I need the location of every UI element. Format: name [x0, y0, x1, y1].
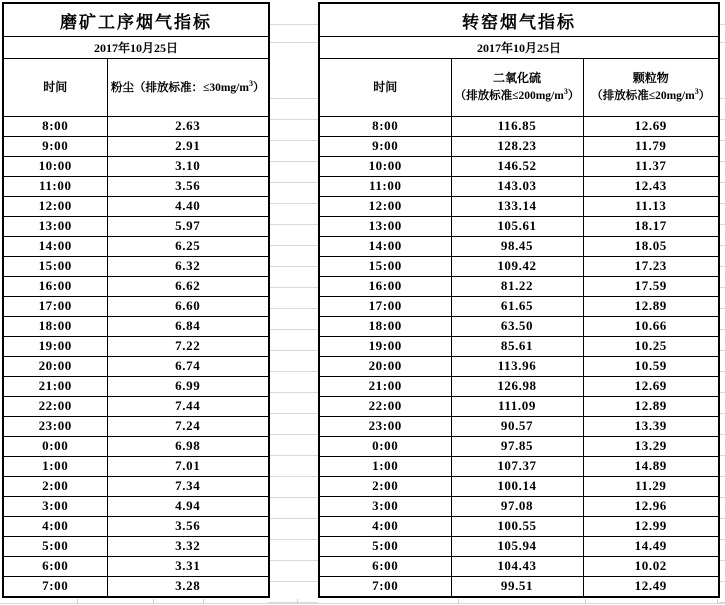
pm-value-cell: 13.29	[583, 436, 719, 456]
dust-value-cell: 2.63	[107, 117, 269, 137]
table-date: 2017年10月25日	[3, 37, 269, 59]
so2-value-cell: 97.08	[451, 496, 583, 516]
table-row	[319, 556, 719, 576]
pm-value-cell: 17.59	[583, 276, 719, 296]
dust-value-cell: 2.91	[107, 136, 269, 156]
table-row	[319, 117, 719, 137]
table-row	[319, 196, 719, 216]
time-cell: 21:00	[319, 376, 451, 396]
dust-value-cell: 7.34	[107, 476, 269, 496]
col-header-time: 时间	[319, 59, 451, 117]
table-row	[319, 376, 719, 396]
excel-gridlines-bottom	[0, 599, 725, 605]
table-row	[319, 316, 719, 336]
dust-value-cell: 6.62	[107, 276, 269, 296]
dust-value-cell: 6.25	[107, 236, 269, 256]
pm-value-cell: 12.49	[583, 576, 719, 597]
so2-value-cell: 133.14	[451, 196, 583, 216]
table-row	[3, 216, 269, 236]
pm-value-cell: 10.59	[583, 356, 719, 376]
time-cell: 6:00	[319, 556, 451, 576]
pm-header-name: 颗粒物	[632, 71, 669, 86]
table-row	[3, 256, 269, 276]
kiln-table-body	[319, 117, 719, 598]
time-cell: 19:00	[3, 336, 107, 356]
so2-value-cell: 61.65	[451, 296, 583, 316]
table-row	[3, 176, 269, 196]
table-row	[319, 276, 719, 296]
time-cell: 10:00	[3, 156, 107, 176]
pm-value-cell: 12.43	[583, 176, 719, 196]
col-header-so2	[451, 59, 583, 117]
so2-value-cell: 98.45	[451, 236, 583, 256]
time-cell: 21:00	[3, 376, 107, 396]
time-cell: 0:00	[319, 436, 451, 456]
time-cell: 3:00	[3, 496, 107, 516]
so2-value-cell: 143.03	[451, 176, 583, 196]
table-row	[319, 576, 719, 597]
pm-value-cell: 12.99	[583, 516, 719, 536]
date-row	[3, 37, 269, 59]
so2-header-text: （排放标准≤200mg/m	[454, 90, 564, 103]
so2-value-cell: 105.94	[451, 536, 583, 556]
table-row	[3, 316, 269, 336]
dust-value-cell: 3.10	[107, 156, 269, 176]
header-row	[319, 59, 719, 117]
col-header-dust	[107, 59, 269, 117]
title-row	[3, 3, 269, 37]
col-header-pm	[583, 59, 719, 117]
so2-value-cell: 105.61	[451, 216, 583, 236]
so2-value-cell: 107.37	[451, 456, 583, 476]
dust-value-cell: 3.32	[107, 536, 269, 556]
time-cell: 9:00	[319, 136, 451, 156]
dust-value-cell: 7.22	[107, 336, 269, 356]
table-row	[319, 296, 719, 316]
time-cell: 23:00	[3, 416, 107, 436]
so2-value-cell: 109.42	[451, 256, 583, 276]
time-cell: 15:00	[319, 256, 451, 276]
so2-value-cell: 81.22	[451, 276, 583, 296]
so2-value-cell: 146.52	[451, 156, 583, 176]
table-row	[319, 176, 719, 196]
so2-value-cell: 126.98	[451, 376, 583, 396]
so2-value-cell: 63.50	[451, 316, 583, 336]
table-row	[319, 436, 719, 456]
time-cell: 22:00	[319, 396, 451, 416]
pm-value-cell: 11.13	[583, 196, 719, 216]
time-cell: 4:00	[319, 516, 451, 536]
so2-value-cell: 99.51	[451, 576, 583, 597]
table-date: 2017年10月25日	[319, 37, 719, 59]
time-cell: 10:00	[319, 156, 451, 176]
table-row	[3, 156, 269, 176]
table-row	[3, 536, 269, 556]
table-row	[3, 276, 269, 296]
time-cell: 14:00	[3, 236, 107, 256]
table-row	[319, 216, 719, 236]
date-row	[319, 37, 719, 59]
time-cell: 1:00	[319, 456, 451, 476]
table-row	[319, 156, 719, 176]
time-cell: 6:00	[3, 556, 107, 576]
time-cell: 19:00	[319, 336, 451, 356]
table-row	[319, 536, 719, 556]
pm-value-cell: 10.02	[583, 556, 719, 576]
time-cell: 2:00	[319, 476, 451, 496]
table-row	[319, 336, 719, 356]
dust-value-cell: 3.56	[107, 176, 269, 196]
table-row	[3, 496, 269, 516]
pm-header-close: ）	[698, 90, 711, 103]
excel-gridlines-gap	[268, 0, 318, 605]
time-cell: 16:00	[319, 276, 451, 296]
pm-value-cell: 13.39	[583, 416, 719, 436]
dust-header-close: ）	[252, 81, 265, 94]
so2-value-cell: 128.23	[451, 136, 583, 156]
pm-header-text: （排放标准≤20mg/m	[591, 90, 695, 103]
so2-value-cell: 90.57	[451, 416, 583, 436]
table-row	[3, 117, 269, 137]
time-cell: 3:00	[319, 496, 451, 516]
pm-value-cell: 12.69	[583, 376, 719, 396]
table-row	[3, 356, 269, 376]
pm-value-cell: 14.49	[583, 536, 719, 556]
table-row	[3, 516, 269, 536]
dust-value-cell: 6.99	[107, 376, 269, 396]
table-title: 转窑烟气指标	[319, 3, 719, 37]
pm-value-cell: 11.79	[583, 136, 719, 156]
table-row	[319, 456, 719, 476]
title-row	[319, 3, 719, 37]
so2-header-name: 二氧化硫	[492, 71, 541, 86]
table-row	[319, 256, 719, 276]
dust-value-cell: 6.84	[107, 316, 269, 336]
so2-value-cell: 104.43	[451, 556, 583, 576]
so2-value-cell: 100.55	[451, 516, 583, 536]
so2-value-cell: 116.85	[451, 117, 583, 137]
so2-header-close: ）	[567, 90, 580, 103]
table-row	[3, 136, 269, 156]
pm-value-cell: 18.05	[583, 236, 719, 256]
grinding-table	[2, 2, 270, 598]
table-row	[3, 376, 269, 396]
table-row	[3, 476, 269, 496]
table-row	[319, 396, 719, 416]
time-cell: 8:00	[319, 117, 451, 137]
dust-value-cell: 7.24	[107, 416, 269, 436]
table-row	[3, 396, 269, 416]
time-cell: 15:00	[3, 256, 107, 276]
table-row	[3, 196, 269, 216]
dust-value-cell: 6.98	[107, 436, 269, 456]
time-cell: 18:00	[3, 316, 107, 336]
so2-value-cell: 100.14	[451, 476, 583, 496]
table-row	[3, 576, 269, 597]
pm-value-cell: 12.69	[583, 117, 719, 137]
time-cell: 17:00	[3, 296, 107, 316]
table-row	[319, 516, 719, 536]
time-cell: 20:00	[319, 356, 451, 376]
dust-header-text: 粉尘（排放标准：≤30mg/m	[111, 81, 249, 94]
pm-value-cell: 11.29	[583, 476, 719, 496]
time-cell: 0:00	[3, 436, 107, 456]
time-cell: 11:00	[319, 176, 451, 196]
dust-value-cell: 5.97	[107, 216, 269, 236]
table-row	[3, 556, 269, 576]
dust-value-cell: 7.44	[107, 396, 269, 416]
time-cell: 4:00	[3, 516, 107, 536]
time-cell: 7:00	[319, 576, 451, 597]
kiln-table	[318, 2, 720, 598]
table-row	[3, 436, 269, 456]
so2-value-cell: 85.61	[451, 336, 583, 356]
grinding-table-body	[3, 117, 269, 598]
time-cell: 2:00	[3, 476, 107, 496]
table-row	[319, 476, 719, 496]
time-cell: 17:00	[319, 296, 451, 316]
time-cell: 8:00	[3, 117, 107, 137]
dust-value-cell: 6.32	[107, 256, 269, 276]
table-title: 磨矿工序烟气指标	[3, 3, 269, 37]
dust-value-cell: 6.60	[107, 296, 269, 316]
time-cell: 23:00	[319, 416, 451, 436]
kiln-table-container	[318, 2, 720, 598]
time-cell: 20:00	[3, 356, 107, 376]
time-cell: 13:00	[3, 216, 107, 236]
pm-value-cell: 17.23	[583, 256, 719, 276]
so2-value-cell: 111.09	[451, 396, 583, 416]
dust-value-cell: 3.28	[107, 576, 269, 597]
table-row	[319, 496, 719, 516]
time-cell: 9:00	[3, 136, 107, 156]
time-cell: 18:00	[319, 316, 451, 336]
time-cell: 5:00	[319, 536, 451, 556]
time-cell: 11:00	[3, 176, 107, 196]
pm-value-cell: 12.89	[583, 396, 719, 416]
pm-value-cell: 10.25	[583, 336, 719, 356]
pm-value-cell: 11.37	[583, 156, 719, 176]
time-cell: 1:00	[3, 456, 107, 476]
dust-value-cell: 3.56	[107, 516, 269, 536]
table-row	[3, 336, 269, 356]
pm-unit-superscript: 3	[694, 87, 699, 97]
so2-value-cell: 97.85	[451, 436, 583, 456]
dust-value-cell: 4.40	[107, 196, 269, 216]
time-cell: 7:00	[3, 576, 107, 597]
dust-value-cell: 7.01	[107, 456, 269, 476]
time-cell: 12:00	[319, 196, 451, 216]
table-row	[319, 236, 719, 256]
time-cell: 22:00	[3, 396, 107, 416]
time-cell: 13:00	[319, 216, 451, 236]
time-cell: 5:00	[3, 536, 107, 556]
pm-value-cell: 18.17	[583, 216, 719, 236]
col-header-time: 时间	[3, 59, 107, 117]
dust-value-cell: 4.94	[107, 496, 269, 516]
pm-value-cell: 14.89	[583, 456, 719, 476]
dust-value-cell: 6.74	[107, 356, 269, 376]
time-cell: 14:00	[319, 236, 451, 256]
table-row	[319, 136, 719, 156]
dust-unit-superscript: 3	[248, 78, 253, 88]
table-row	[3, 416, 269, 436]
so2-value-cell: 113.96	[451, 356, 583, 376]
time-cell: 16:00	[3, 276, 107, 296]
pm-value-cell: 12.89	[583, 296, 719, 316]
pm-value-cell: 12.96	[583, 496, 719, 516]
table-row	[319, 356, 719, 376]
table-row	[3, 296, 269, 316]
pm-value-cell: 10.66	[583, 316, 719, 336]
time-cell: 12:00	[3, 196, 107, 216]
table-row	[319, 416, 719, 436]
dust-value-cell: 3.31	[107, 556, 269, 576]
grinding-table-container	[2, 2, 270, 598]
header-row	[3, 59, 269, 117]
so2-unit-superscript: 3	[563, 87, 568, 97]
table-row	[3, 456, 269, 476]
table-row	[3, 236, 269, 256]
